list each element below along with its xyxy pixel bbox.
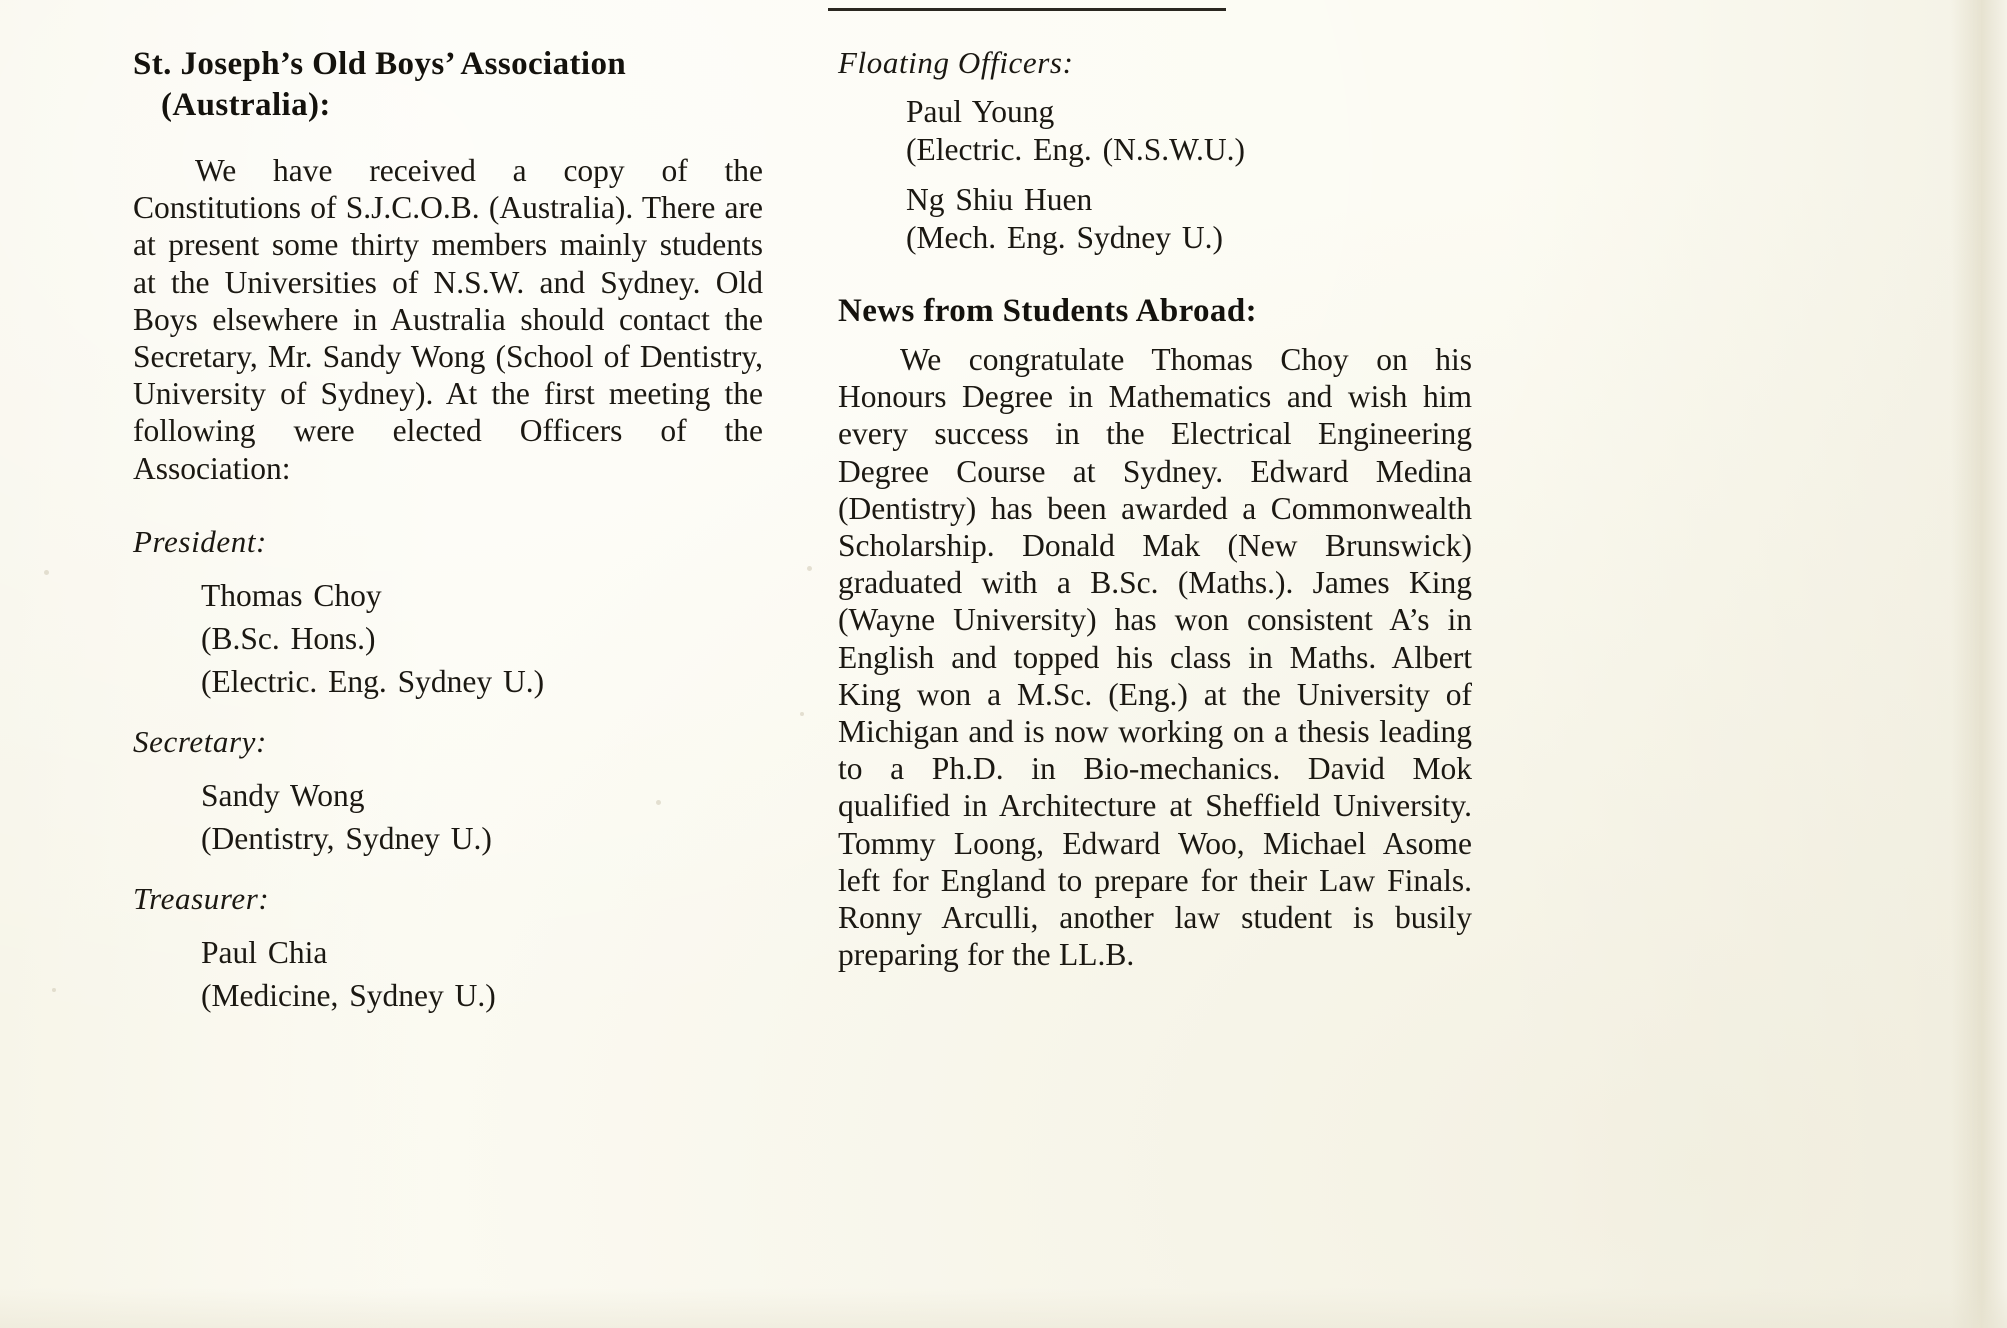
spacer	[838, 257, 1472, 291]
floating-officers-label: Floating Officers:	[838, 45, 1074, 80]
section-heading-line-1: St. Joseph’s Old Boys’ Association	[133, 46, 627, 82]
officer-faculty: (Dentistry, Sydney U.)	[201, 820, 492, 856]
spacer	[133, 126, 763, 152]
intro-paragraph: We have received a copy of the Constitutions of S.J.C.O.B. (Australia). There are at present some thirty members mainly students at the Universities of N.S.W. and Sydney. Old Boys elsewhere in Australia should contact the Secretary, Mr. Sandy Wong (School of Dentistry, University of Sydney). At the first meeting the following were elected Officers of the Association:	[133, 153, 763, 486]
officer-name: Paul Chia	[201, 934, 328, 970]
floating-officers-block	[838, 44, 1472, 257]
officer-block-president	[133, 523, 763, 703]
left-column	[133, 44, 763, 1017]
news-paragraph: We congratulate Thomas Choy on his Honours Degree in Mathematics and wish him every success in the Electrical Engineering Degree Course at Sydney. Edward Medina (Dentistry) has been awarded a Commonwealth Scholarship. Donald Mak (New Brunswick) graduated with a B.Sc. (Maths.). James King (Wayne University) has won consistent A’s in English and topped his class in Maths. Albert King won a M.Sc. (Eng.) at the University of Michigan and is now working on a thesis leading to a Ph.D. in Bio-mechanics. David Mok qualified in Architecture at Sheffield University. Tommy Loong, Edward Woo, Michael Asome left for England to prepare for their Law Finals. Ronny Arculli, another law student is busily preparing for the LL.B.	[838, 342, 1472, 973]
officer-faculty: (Electric. Eng. Sydney U.)	[201, 663, 545, 699]
scan-speck	[807, 566, 812, 571]
officer-role-label: Treasurer:	[133, 880, 270, 916]
officer-block-secretary	[133, 723, 763, 860]
officer-name: Thomas Choy	[201, 577, 382, 613]
scan-speck	[800, 712, 804, 716]
officer-block-treasurer	[133, 880, 763, 1017]
floating-officer-detail: (Mech. Eng. Sydney U.)	[906, 220, 1223, 255]
section-heading-association	[133, 44, 763, 126]
floating-officer-name: Ng Shiu Huen	[906, 182, 1093, 217]
top-horizontal-rule	[828, 8, 1226, 11]
right-column	[838, 44, 1472, 973]
officer-role-label: Secretary:	[133, 723, 267, 759]
scan-speck	[52, 988, 56, 992]
section-heading-line-2: (Australia):	[161, 87, 331, 123]
spacer	[838, 331, 1472, 341]
officer-role-label: President:	[133, 523, 267, 559]
scan-speck	[44, 570, 49, 575]
spacer	[133, 487, 763, 503]
floating-officer-detail: (Electric. Eng. (N.S.W.U.)	[906, 132, 1245, 167]
officer-faculty: (Medicine, Sydney U.)	[201, 977, 496, 1013]
section-heading-news: News from Students Abroad:	[838, 293, 1257, 329]
floating-officer-name: Paul Young	[906, 94, 1055, 129]
page-edge-shadow-right	[1951, 0, 2007, 1328]
page-edge-shadow-bottom	[0, 1288, 2007, 1328]
officer-qualification: (B.Sc. Hons.)	[201, 620, 376, 656]
officer-name: Sandy Wong	[201, 777, 365, 813]
